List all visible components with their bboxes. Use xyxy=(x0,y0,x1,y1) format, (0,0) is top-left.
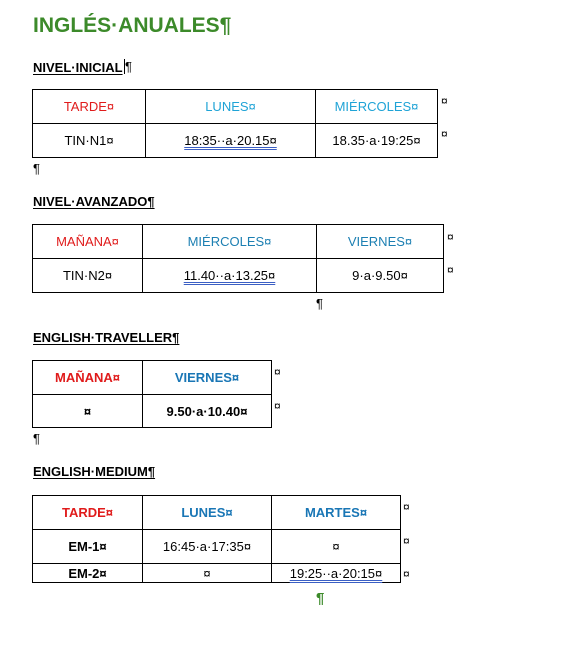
paragraph-mark: ¶ xyxy=(316,296,323,311)
row-end-mark: ¤ xyxy=(447,263,454,277)
header-cell: MIÉRCOLES¤ xyxy=(143,225,317,259)
header-cell: TARDE¤ xyxy=(33,496,143,530)
table-cell-text: 19:25··a·20:15¤ xyxy=(289,565,383,581)
paragraph-mark: ¶ xyxy=(316,590,325,607)
schedule-table-english-medium xyxy=(32,495,401,583)
row-end-mark: ¤ xyxy=(274,365,281,379)
table-row xyxy=(33,564,401,583)
paragraph-mark: ¶ xyxy=(33,161,40,176)
table-row xyxy=(33,124,438,158)
table-row xyxy=(33,259,444,293)
header-cell: LUNES¤ xyxy=(146,90,316,124)
table-cell: EM-1¤ xyxy=(33,530,143,564)
table-header-row xyxy=(33,496,401,530)
row-end-mark: ¤ xyxy=(403,567,410,581)
section-heading-english-medium: ENGLISH·MEDIUM¶ xyxy=(33,464,156,479)
header-cell: VIERNES¤ xyxy=(317,225,444,259)
table-cell-text: 11.40··a·13.25¤ xyxy=(183,268,276,283)
table-row xyxy=(33,395,272,428)
table-cell xyxy=(146,124,316,158)
table-cell: 9·a·9.50¤ xyxy=(317,259,444,293)
row-end-mark: ¤ xyxy=(403,534,410,548)
header-cell: MIÉRCOLES¤ xyxy=(316,90,438,124)
table-cell xyxy=(143,259,317,293)
table-cell: ¤ xyxy=(143,564,272,583)
table-cell: 9.50·a·10.40¤ xyxy=(143,395,272,428)
table-cell: TIN·N2¤ xyxy=(33,259,143,293)
section-heading-nivel-avanzado: NIVEL·AVANZADO¶ xyxy=(33,194,155,209)
header-cell: VIERNES¤ xyxy=(143,361,272,395)
table-cell: 16:45·a·17:35¤ xyxy=(143,530,272,564)
header-cell: MAÑANA¤ xyxy=(33,361,143,395)
section-heading-nivel-inicial xyxy=(33,59,125,75)
row-end-mark: ¤ xyxy=(274,399,281,413)
table-header-row xyxy=(33,361,272,395)
header-cell: MARTES¤ xyxy=(272,496,401,530)
row-end-mark: ¤ xyxy=(447,230,454,244)
table-row xyxy=(33,530,401,564)
paragraph-mark: ¶ xyxy=(33,431,40,446)
table-cell xyxy=(272,564,401,583)
document-title: INGLÉS·ANUALES¶ xyxy=(33,14,232,37)
table-cell: ¤ xyxy=(33,395,143,428)
schedule-table-english-traveller xyxy=(32,360,272,428)
schedule-table-nivel-avanzado xyxy=(32,224,444,293)
header-cell: TARDE¤ xyxy=(33,90,146,124)
header-cell: MAÑANA¤ xyxy=(33,225,143,259)
section-heading-english-traveller: ENGLISH·TRAVELLER¶ xyxy=(33,330,180,345)
section-heading-text: NIVEL·INICIAL xyxy=(33,60,123,75)
row-end-mark: ¤ xyxy=(441,127,448,141)
row-end-mark: ¤ xyxy=(441,94,448,108)
row-end-mark: ¤ xyxy=(403,500,410,514)
schedule-table-nivel-inicial xyxy=(32,89,438,158)
table-cell: 18.35·a·19:25¤ xyxy=(316,124,438,158)
paragraph-mark: ¶ xyxy=(125,59,132,74)
table-cell: ¤ xyxy=(272,530,401,564)
table-cell: TIN·N1¤ xyxy=(33,124,146,158)
table-header-row xyxy=(33,90,438,124)
header-cell: LUNES¤ xyxy=(143,496,272,530)
table-cell: EM-2¤ xyxy=(33,564,143,583)
table-cell-text: 18:35··a·20.15¤ xyxy=(184,133,277,148)
table-header-row xyxy=(33,225,444,259)
